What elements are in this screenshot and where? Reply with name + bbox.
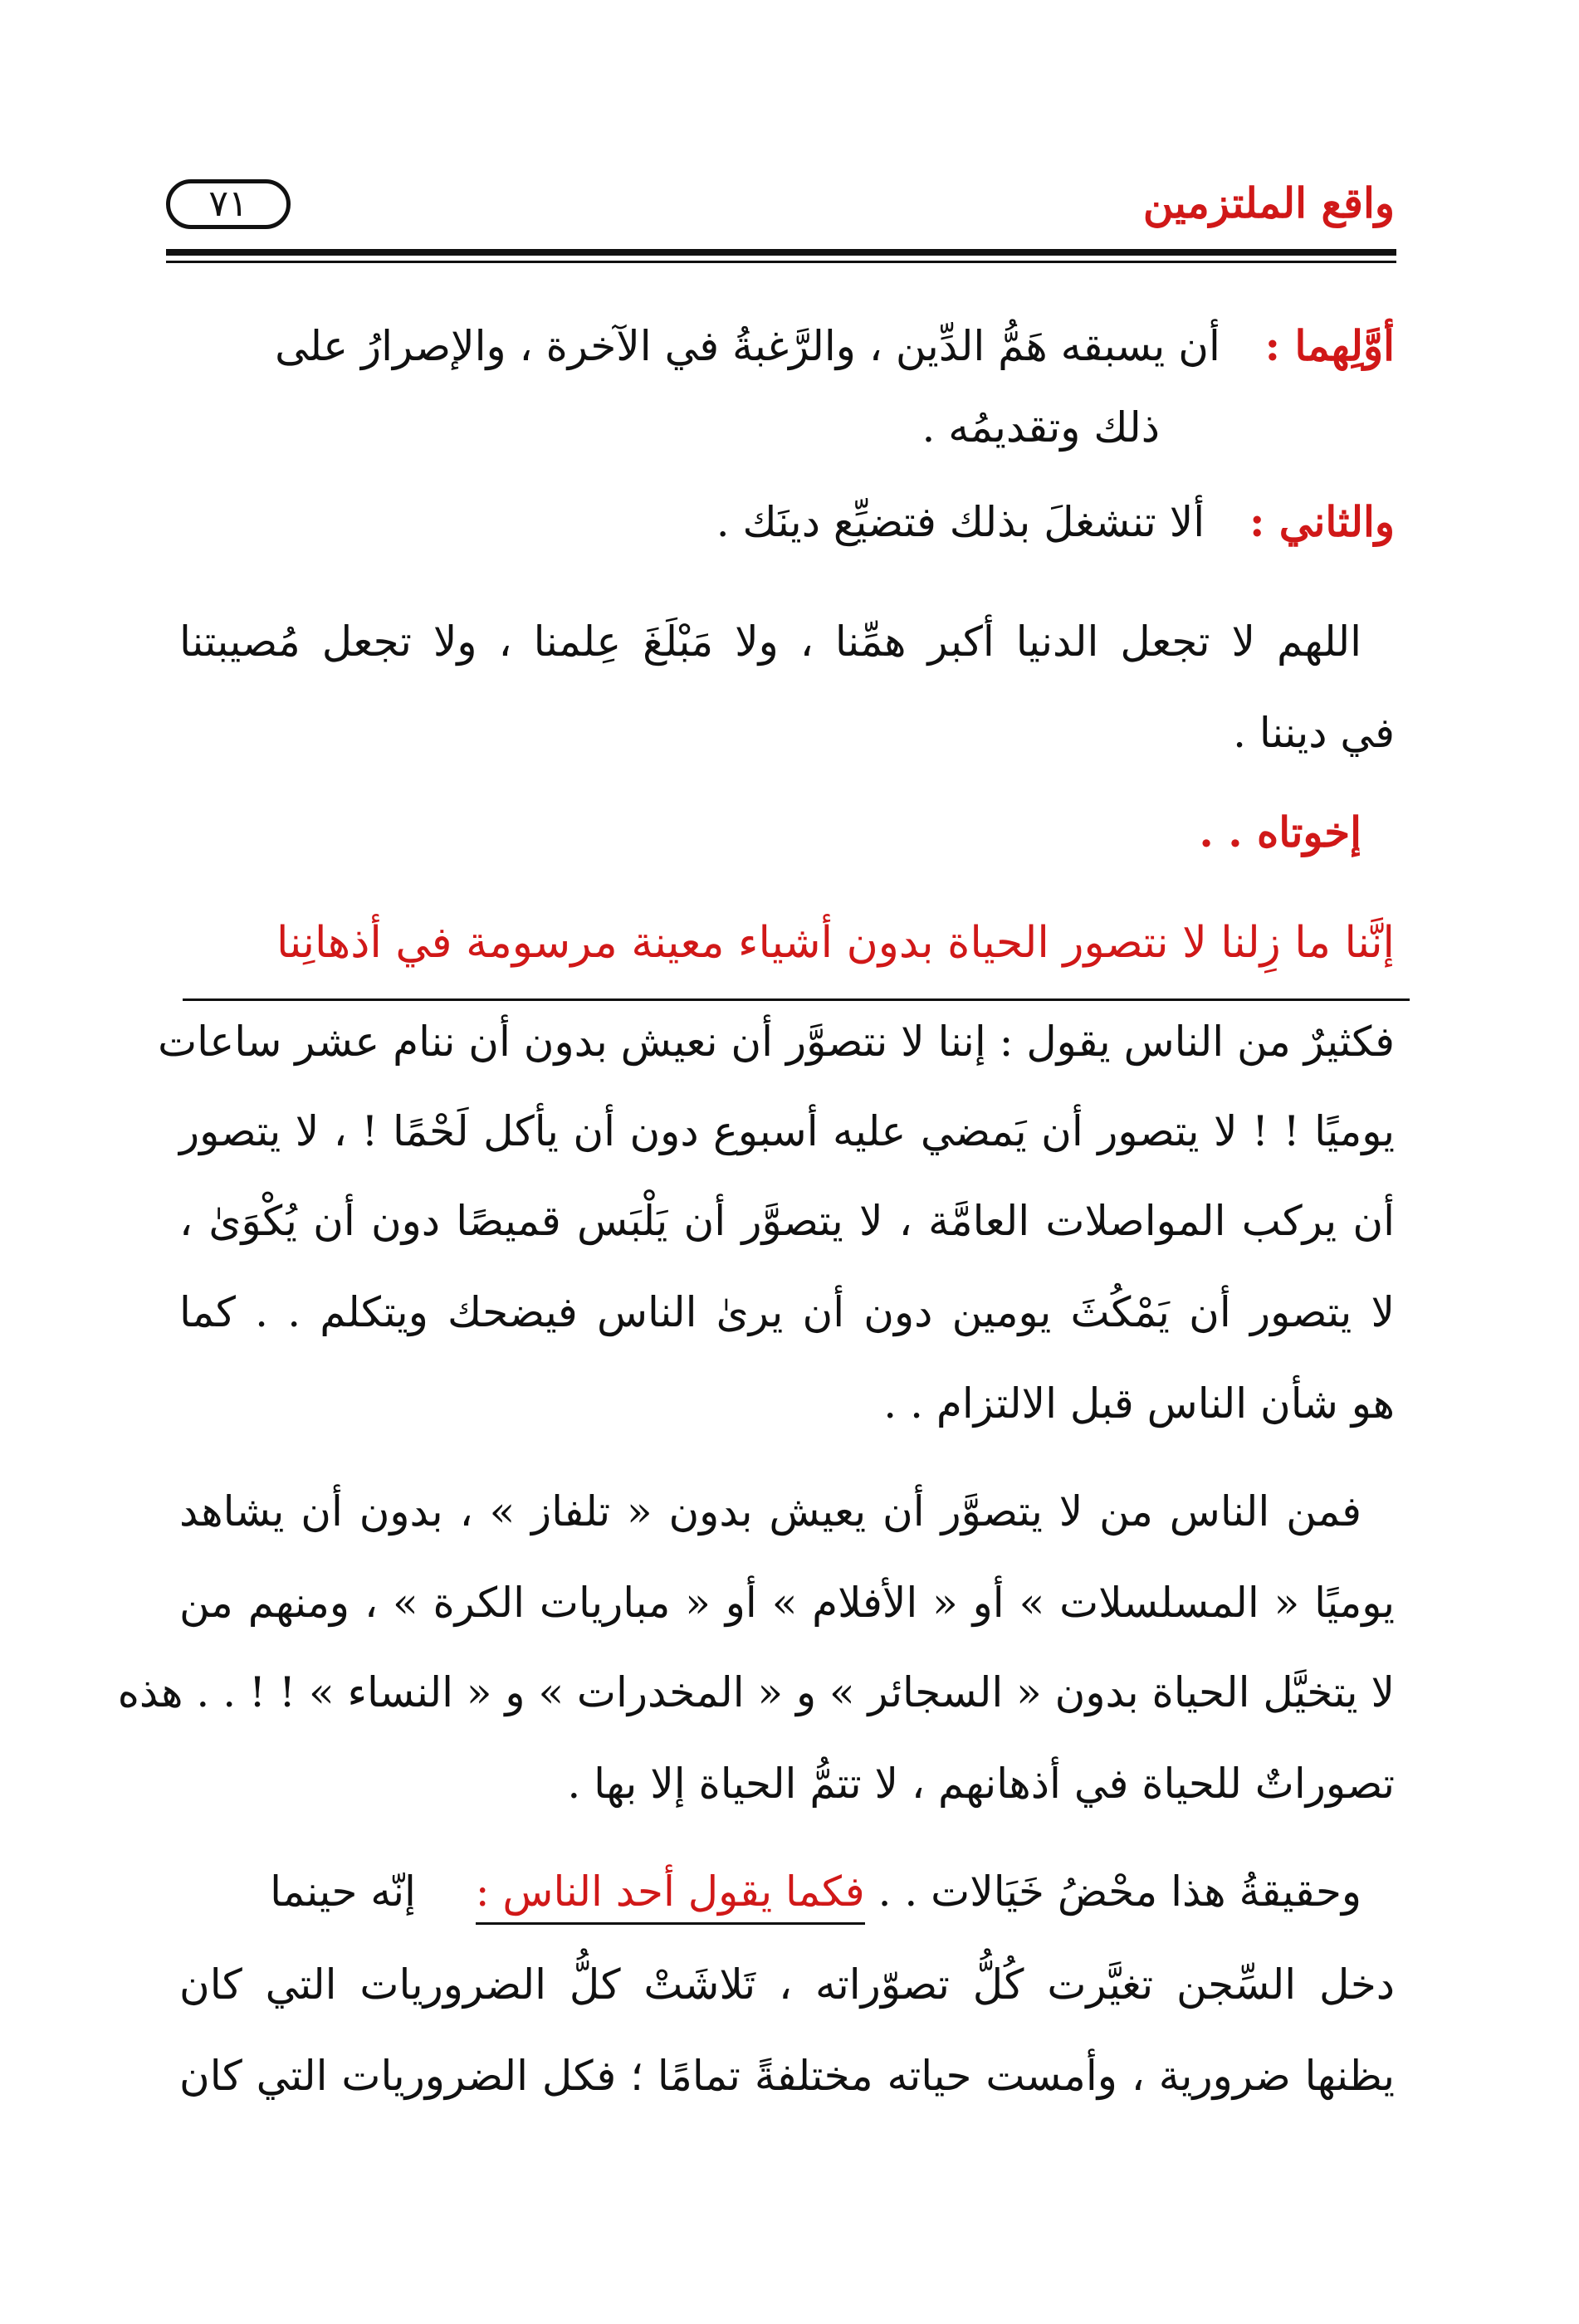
paragraph-3-line-2: دخل السِّجن تغيَّرت كُلُّ تصوّراته ، تَلاشَتْ كلُّ الضروريات التي كان (179, 1960, 1396, 2009)
first-item-text: أن يسبقه هَمُّ الدِّين ، والرَّغبةُ في الآخرة ، والإصرارُ على (275, 322, 1220, 370)
paragraph-2-line: فمن الناس من لا يتصوَّر أن يعيش بدون « تلفاز » ، بدون أن يشاهد (179, 1487, 1361, 1536)
section-heading-underline (183, 998, 1410, 1001)
page-number: ٧١ (208, 183, 248, 225)
header-rule-thin (166, 261, 1396, 263)
paragraph-1-line: أن يركب المواصلات العامَّة ، لا يتصوَّر أن يَلْبَس قميصًا دون أن يُكْوَىٰ ، (179, 1197, 1395, 1245)
paragraph-1-line: فكثيرٌ من الناس يقول : إننا لا نتصوَّر أن نعيش بدون أن ننام عشر ساعات (158, 1018, 1395, 1066)
paragraph-1-line: هو شأن الناس قبل الالتزام . . (883, 1379, 1395, 1428)
first-item-line (275, 321, 1395, 370)
paragraph-3-end: إنّه حينما (270, 1868, 416, 1916)
prayer-line-1: اللهم لا تجعل الدنيا أكبر همِّنا ، ولا مَبْلَغَ عِلمنا ، ولا تجعل مُصيبتنا (179, 618, 1361, 666)
running-title: واقع الملتزمين (1142, 178, 1395, 227)
paragraph-3-quote: فكما يقول أحد الناس : (476, 1868, 865, 1925)
paragraph-1-line: لا يتصور أن يَمْكُثَ يومين دون أن يرىٰ الناس فيضحك ويتكلم . . كما (179, 1288, 1395, 1336)
paragraph-2-line: لا يتخيَّل الحياة بدون « السجائر » و « المخدرات » و « النساء » ! ! . . هذه (117, 1668, 1395, 1716)
paragraph-2-line: تصوراتٌ للحياة في أذهانهم ، لا تتمُّ الحياة إلا بها . (567, 1760, 1395, 1808)
second-item-label: والثاني : (1249, 497, 1395, 546)
address-heading: إخوتاه . . (1199, 808, 1361, 857)
second-item-text: ألا تنشغلَ بذلك فتضيِّع دينَك . (716, 498, 1205, 546)
page-number-badge (166, 179, 291, 229)
paragraph-3-line-1 (270, 1868, 1361, 1916)
second-item-line (716, 497, 1395, 546)
paragraph-3-line-3: يظنها ضرورية ، وأمست حياته مختلفةً تمامًا ؛ فكل الضروريات التي كان (179, 2052, 1395, 2100)
section-heading: إنَّنا ما زِلنا لا نتصور الحياة بدون أشياء معينة مرسومة في أذهانِنا (276, 918, 1395, 968)
paragraph-2-line: يوميًا « المسلسلات » أو « الأفلام » أو « مباريات الكرة » ، ومنهم من (179, 1579, 1395, 1627)
first-item-continuation: ذلك وتقديمُه . (921, 403, 1160, 452)
paragraph-3-start: وحقيقةُ هذا محْضُ خَيَالات . . (877, 1868, 1361, 1916)
first-item-label: أوَّلِهما : (1264, 321, 1395, 370)
paragraph-1-line: يوميًا ! ! لا يتصور أن يَمضي عليه أسبوع دون أن يأكل لَحْمًا ! ، لا يتصور (179, 1107, 1395, 1155)
header-rule-thick (166, 249, 1396, 256)
prayer-line-2: في ديننا . (1233, 709, 1395, 757)
